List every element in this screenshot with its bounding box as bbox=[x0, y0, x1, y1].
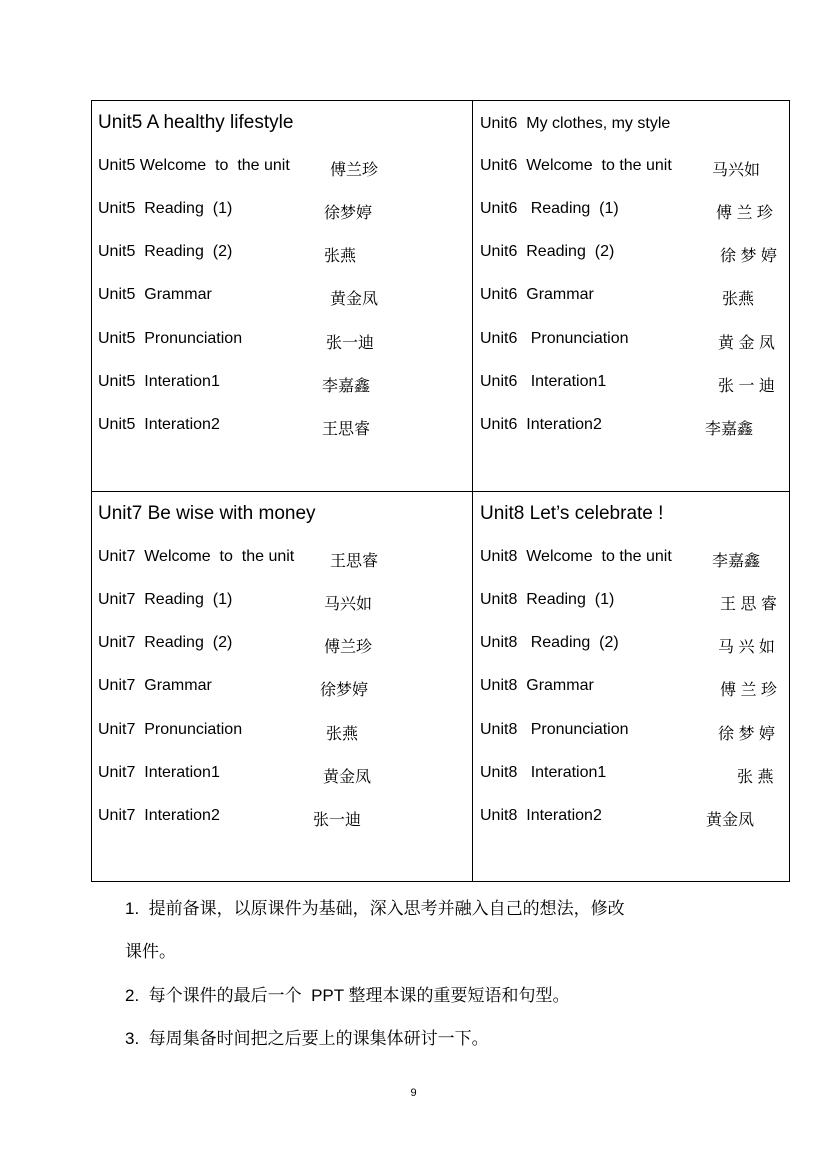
teacher-name: 徐 梦 婷 bbox=[720, 248, 777, 265]
page-number: 9 bbox=[410, 1087, 417, 1099]
lesson-name: Unit5 Reading (1) bbox=[98, 200, 233, 217]
lesson-name: Unit7 Interation1 bbox=[98, 764, 220, 781]
teacher-name: 傅兰珍 bbox=[324, 639, 373, 656]
lesson-name: Unit8 Interation2 bbox=[480, 807, 602, 824]
teacher-name: 张 燕 bbox=[737, 769, 774, 786]
lesson-name: Unit8 Reading (2) bbox=[480, 634, 619, 651]
lesson-name: Unit8 Pronunciation bbox=[480, 721, 629, 738]
lesson-name: Unit5 Interation1 bbox=[98, 373, 220, 390]
lesson-name: Unit7 Reading (2) bbox=[98, 634, 233, 651]
teacher-name: 马兴如 bbox=[712, 162, 761, 179]
unit5-cell bbox=[98, 112, 468, 482]
lesson-name: Unit6 Interation1 bbox=[480, 373, 607, 390]
teacher-name: 徐梦婷 bbox=[324, 205, 373, 222]
lesson-name: Unit8 Reading (1) bbox=[480, 591, 615, 608]
lesson-name: Unit7 Grammar bbox=[98, 677, 212, 694]
teacher-name: 李嘉鑫 bbox=[705, 421, 754, 438]
teacher-name: 马兴如 bbox=[324, 596, 373, 613]
unit8-cell bbox=[480, 503, 785, 873]
teacher-name: 徐 梦 婷 bbox=[718, 726, 775, 743]
teacher-name: 傅兰珍 bbox=[330, 162, 379, 179]
lesson-name: Unit7 Pronunciation bbox=[98, 721, 243, 738]
table-row-divider bbox=[91, 491, 790, 492]
unit-title: Unit7 Be wise with money bbox=[98, 503, 316, 524]
lesson-name: Unit7 Interation2 bbox=[98, 807, 220, 824]
teacher-name: 张燕 bbox=[324, 248, 357, 265]
teacher-name: 王 思 睿 bbox=[720, 596, 777, 613]
unit6-cell bbox=[480, 112, 785, 482]
teacher-name: 黄金凤 bbox=[330, 291, 379, 308]
lesson-name: Unit7 Welcome to the unit bbox=[98, 548, 295, 565]
lesson-name: Unit7 Reading (1) bbox=[98, 591, 233, 608]
note-1-continued: 课件。 bbox=[125, 942, 176, 961]
lesson-name: Unit6 Interation2 bbox=[480, 416, 602, 433]
teacher-name: 张 一 迪 bbox=[718, 378, 775, 395]
lesson-name: Unit6 Welcome to the unit bbox=[480, 157, 672, 174]
lesson-name: Unit5 Welcome to the unit bbox=[98, 157, 290, 174]
teacher-name: 王思睿 bbox=[330, 553, 379, 570]
unit7-cell bbox=[98, 503, 468, 873]
teacher-name: 马 兴 如 bbox=[718, 639, 775, 656]
teacher-name: 王思睿 bbox=[322, 421, 371, 438]
lesson-name: Unit6 Grammar bbox=[480, 286, 594, 303]
teacher-name: 傅 兰 珍 bbox=[716, 205, 773, 222]
lesson-name: Unit5 Grammar bbox=[98, 286, 212, 303]
lesson-name: Unit8 Interation1 bbox=[480, 764, 607, 781]
teacher-name: 黄金凤 bbox=[323, 769, 372, 786]
lesson-name: Unit6 Pronunciation bbox=[480, 330, 629, 347]
teacher-name: 傅 兰 珍 bbox=[720, 682, 777, 699]
teacher-name: 张一迪 bbox=[326, 335, 375, 352]
lesson-name: Unit5 Reading (2) bbox=[98, 243, 233, 260]
teacher-name: 张一迪 bbox=[313, 812, 362, 829]
unit-title: Unit8 Let’s celebrate ! bbox=[480, 503, 664, 524]
lesson-name: Unit8 Grammar bbox=[480, 677, 594, 694]
teacher-name: 李嘉鑫 bbox=[712, 553, 761, 570]
teacher-name: 黄金凤 bbox=[706, 812, 755, 829]
teacher-name: 李嘉鑫 bbox=[322, 378, 371, 395]
lesson-name: Unit8 Welcome to the unit bbox=[480, 548, 672, 565]
teacher-name: 张燕 bbox=[722, 291, 755, 308]
note-1: 1. 提前备课，以原课件为基础，深入思考并融入自己的想法，修改 bbox=[125, 899, 625, 918]
lesson-name: Unit6 Reading (1) bbox=[480, 200, 619, 217]
unit-title: Unit6 My clothes, my style bbox=[480, 115, 671, 132]
teacher-name: 黄 金 凤 bbox=[718, 335, 775, 352]
lesson-name: Unit5 Pronunciation bbox=[98, 330, 243, 347]
note-2: 2. 每个课件的最后一个 PPT 整理本课的重要短语和句型。 bbox=[125, 986, 570, 1005]
teacher-name: 张燕 bbox=[326, 726, 359, 743]
note-3: 3. 每周集备时间把之后要上的课集体研讨一下。 bbox=[125, 1029, 489, 1048]
teacher-name: 徐梦婷 bbox=[320, 682, 369, 699]
unit-title: Unit5 A healthy lifestyle bbox=[98, 112, 294, 133]
lesson-name: Unit5 Interation2 bbox=[98, 416, 220, 433]
lesson-name: Unit6 Reading (2) bbox=[480, 243, 615, 260]
